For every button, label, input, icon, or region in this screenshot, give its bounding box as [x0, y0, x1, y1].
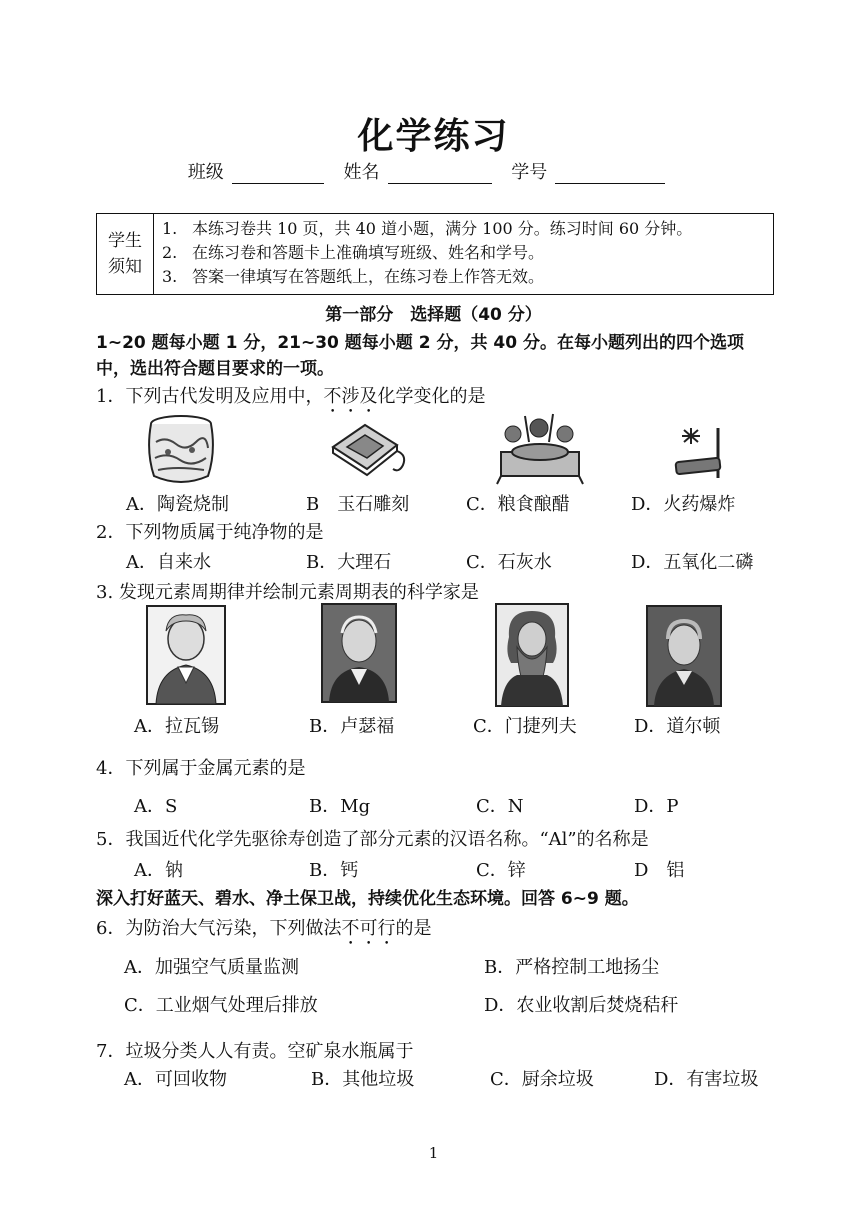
q7-option-a: A．可回收物	[124, 1069, 227, 1090]
q1-prefix: 1．下列古代发明及应用中，	[96, 386, 324, 407]
portrait-rutherford-icon	[321, 603, 397, 703]
notice-item	[162, 217, 773, 241]
q4-option-b: B．Mg	[309, 796, 371, 817]
question-3-stem: 3. 发现元素周期律并绘制元素周期表的科学家是	[96, 582, 479, 603]
q5-option-c: C．锌	[476, 860, 526, 881]
q1-suffix: 化学变化的是	[377, 386, 486, 407]
portrait-mendeleev-icon	[495, 603, 569, 707]
q4-option-a: A．S	[134, 796, 178, 817]
q5-option-a: A．钠	[134, 860, 183, 881]
q6-option-c: C．工业烟气处理后排放	[124, 995, 318, 1016]
instructions-line1: 1~20 题每小题 1 分，21~30 题每小题 2 分，共 40 分。在每小题列出的四个选项	[96, 333, 744, 353]
notice-item-text: 本练习卷共 10 页，共 40 道小题，满分 100 分。练习时间 60 分钟。	[192, 219, 693, 238]
q7-option-d: D．有害垃圾	[654, 1069, 759, 1090]
q6-option-a: A．加强空气质量监测	[124, 957, 299, 978]
instructions-line2: 中，选出符合题目要求的一项。	[96, 359, 334, 379]
question-4-stem: 4．下列属于金属元素的是	[96, 758, 306, 779]
question-5-stem: 5．我国近代化学先驱徐寿创造了部分元素的汉语名称。“Al”的名称是	[96, 829, 649, 850]
q1-option-b: B 玉石雕刻	[306, 494, 410, 515]
question-1-stem	[96, 382, 485, 417]
q2-option-a: A．自来水	[126, 552, 211, 573]
q2-option-d: D．五氧化二磷	[631, 552, 754, 573]
question-2-stem: 2．下列物质属于纯净物的是	[96, 522, 324, 543]
q1-option-a: A．陶瓷烧制	[126, 494, 229, 515]
notice-label-line1: 学生	[108, 231, 142, 251]
notice-item-num: 2.	[162, 243, 178, 262]
q6-emphasis: 不可行	[341, 918, 396, 939]
q2-option-c: C．石灰水	[466, 552, 552, 573]
notice-label-line2: 须知	[108, 257, 142, 277]
question-6-stem	[96, 914, 431, 949]
notice-item-num: 3.	[162, 267, 178, 286]
student-info-line	[0, 158, 867, 184]
q6-suffix: 的是	[395, 918, 432, 939]
portrait-lavoisier-icon	[146, 605, 226, 705]
notice-item	[162, 241, 773, 265]
q3-option-b: B．卢瑟福	[309, 716, 395, 737]
q5-option-d: D 铝	[634, 860, 685, 881]
notice-item-text: 在练习卷和答题卡上准确填写班级、姓名和学号。	[192, 243, 545, 262]
page-number: 1	[428, 1144, 439, 1162]
q5-option-b: B．钙	[309, 860, 359, 881]
name-blank	[388, 163, 492, 184]
notice-label	[97, 214, 154, 294]
q4-option-d: D．P	[634, 796, 679, 817]
q1-emphasis: 不涉及	[323, 386, 378, 407]
portrait-dalton-icon	[646, 605, 722, 707]
question-7-stem: 7．垃圾分类人人有责。空矿泉水瓶属于	[96, 1041, 414, 1062]
q2-option-b: B．大理石	[306, 552, 392, 573]
class-blank	[232, 163, 324, 184]
q3-option-a: A．拉瓦锡	[134, 716, 219, 737]
notice-item	[162, 265, 773, 289]
student-notice-box	[96, 213, 774, 295]
notice-item-num: 1.	[162, 219, 178, 238]
id-label: 学号	[511, 162, 548, 183]
q1-option-c: C．粮食酿醋	[466, 494, 570, 515]
jade-carving-icon	[327, 417, 409, 479]
q3-option-d: D．道尔顿	[634, 716, 721, 737]
q1-option-d: D．火药爆炸	[631, 494, 736, 515]
class-label: 班级	[187, 162, 224, 183]
q3-option-c: C．门捷列夫	[473, 716, 577, 737]
page-title: 化学练习	[357, 116, 510, 157]
gunpowder-firework-icon	[670, 422, 732, 482]
q7-option-b: B．其他垃圾	[311, 1069, 415, 1090]
q6-option-b: B．严格控制工地扬尘	[484, 957, 660, 978]
notice-item-text: 答案一律填写在答题纸上，在练习卷上作答无效。	[192, 267, 545, 286]
notice-list	[154, 214, 773, 294]
group-intro: 深入打好蓝天、碧水、净土保卫战，持续优化生态环境。回答 6~9 题。	[96, 889, 639, 909]
section-title: 第一部分 选择题（40 分）	[325, 305, 542, 325]
name-label: 姓名	[343, 162, 380, 183]
q6-prefix: 6．为防治大气污染，下列做法	[96, 918, 342, 939]
vinegar-brewing-icon	[495, 412, 585, 486]
q6-option-d: D．农业收割后焚烧秸秆	[484, 995, 679, 1016]
q7-option-c: C．厨余垃圾	[490, 1069, 594, 1090]
id-blank	[555, 163, 665, 184]
q4-option-c: C．N	[476, 796, 524, 817]
ceramic-jar-icon	[146, 414, 216, 486]
